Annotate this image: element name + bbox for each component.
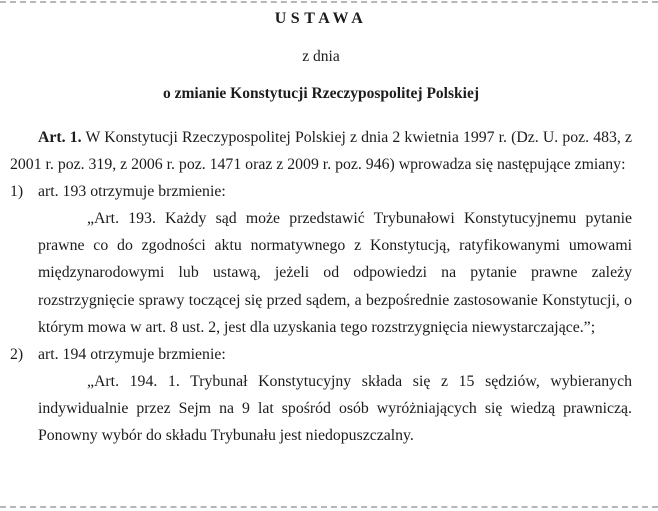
- law-date-line: z dnia: [302, 48, 340, 65]
- amendment-1-intro: art. 193 otrzymuje brzmienie:: [38, 183, 226, 201]
- amendment-2-intro: art. 194 otrzymuje brzmienie:: [38, 345, 226, 363]
- amendment-1-body: [38, 178, 632, 341]
- amendment-2-number: 2): [10, 345, 24, 363]
- law-body: [10, 124, 632, 449]
- article-1-paragraph: [10, 124, 632, 178]
- amendment-2-body: [38, 341, 632, 449]
- article-1-text: W Konstytucji Rzeczypospolitej Polskiej z dnia 2 kwietnia 1997 r. (Dz. U. poz. 483, z 2001 r. poz. 319, z 2006 r. poz. 1471 oraz z 2009 r. poz. 946) wprowadza się następujące zmiany:: [10, 129, 632, 174]
- amendment-2-quote: „Art. 194. 1. Trybunał Konstytucyjny składa się z 15 sędziów, wybieranych indywidualnie przez Sejm na 9 lat spośród osób wyróżniających się wiedzą prawniczą. Ponowny wybór do składu Trybunału jest niedopuszczalny.: [38, 372, 632, 445]
- document-page: [10, 0, 632, 449]
- article-1-label: Art. 1.: [38, 129, 82, 146]
- amendment-item-2: [10, 341, 632, 449]
- amendment-item-1: [10, 178, 632, 341]
- amendment-1-number: 1): [10, 183, 24, 201]
- amendment-1-quote: „Art. 193. Każdy sąd może przedstawić Trybunałowi Konstytucyjnemu pytanie prawne co do zgodności aktu normatywnego z Konstytucją, ratyfikowanymi umowami międzynarodowymi lub ustawą, jeżeli od odpowiedzi na pytanie prawne zależy rozstrzygnięcie sprawy toczącej się przed sądem, a bezpośrednie zastosowanie Konstytucji, o którym mowa w art. 8 ust. 2, jest dla uzyskania tego rozstrzygnięcia niewystarczające.”;: [38, 210, 632, 336]
- law-title: USTAWA: [274, 10, 368, 27]
- crop-marker-bottom: [0, 506, 658, 508]
- law-subject: o zmianie Konstytucji Rzeczypospolitej Polskiej: [163, 85, 479, 102]
